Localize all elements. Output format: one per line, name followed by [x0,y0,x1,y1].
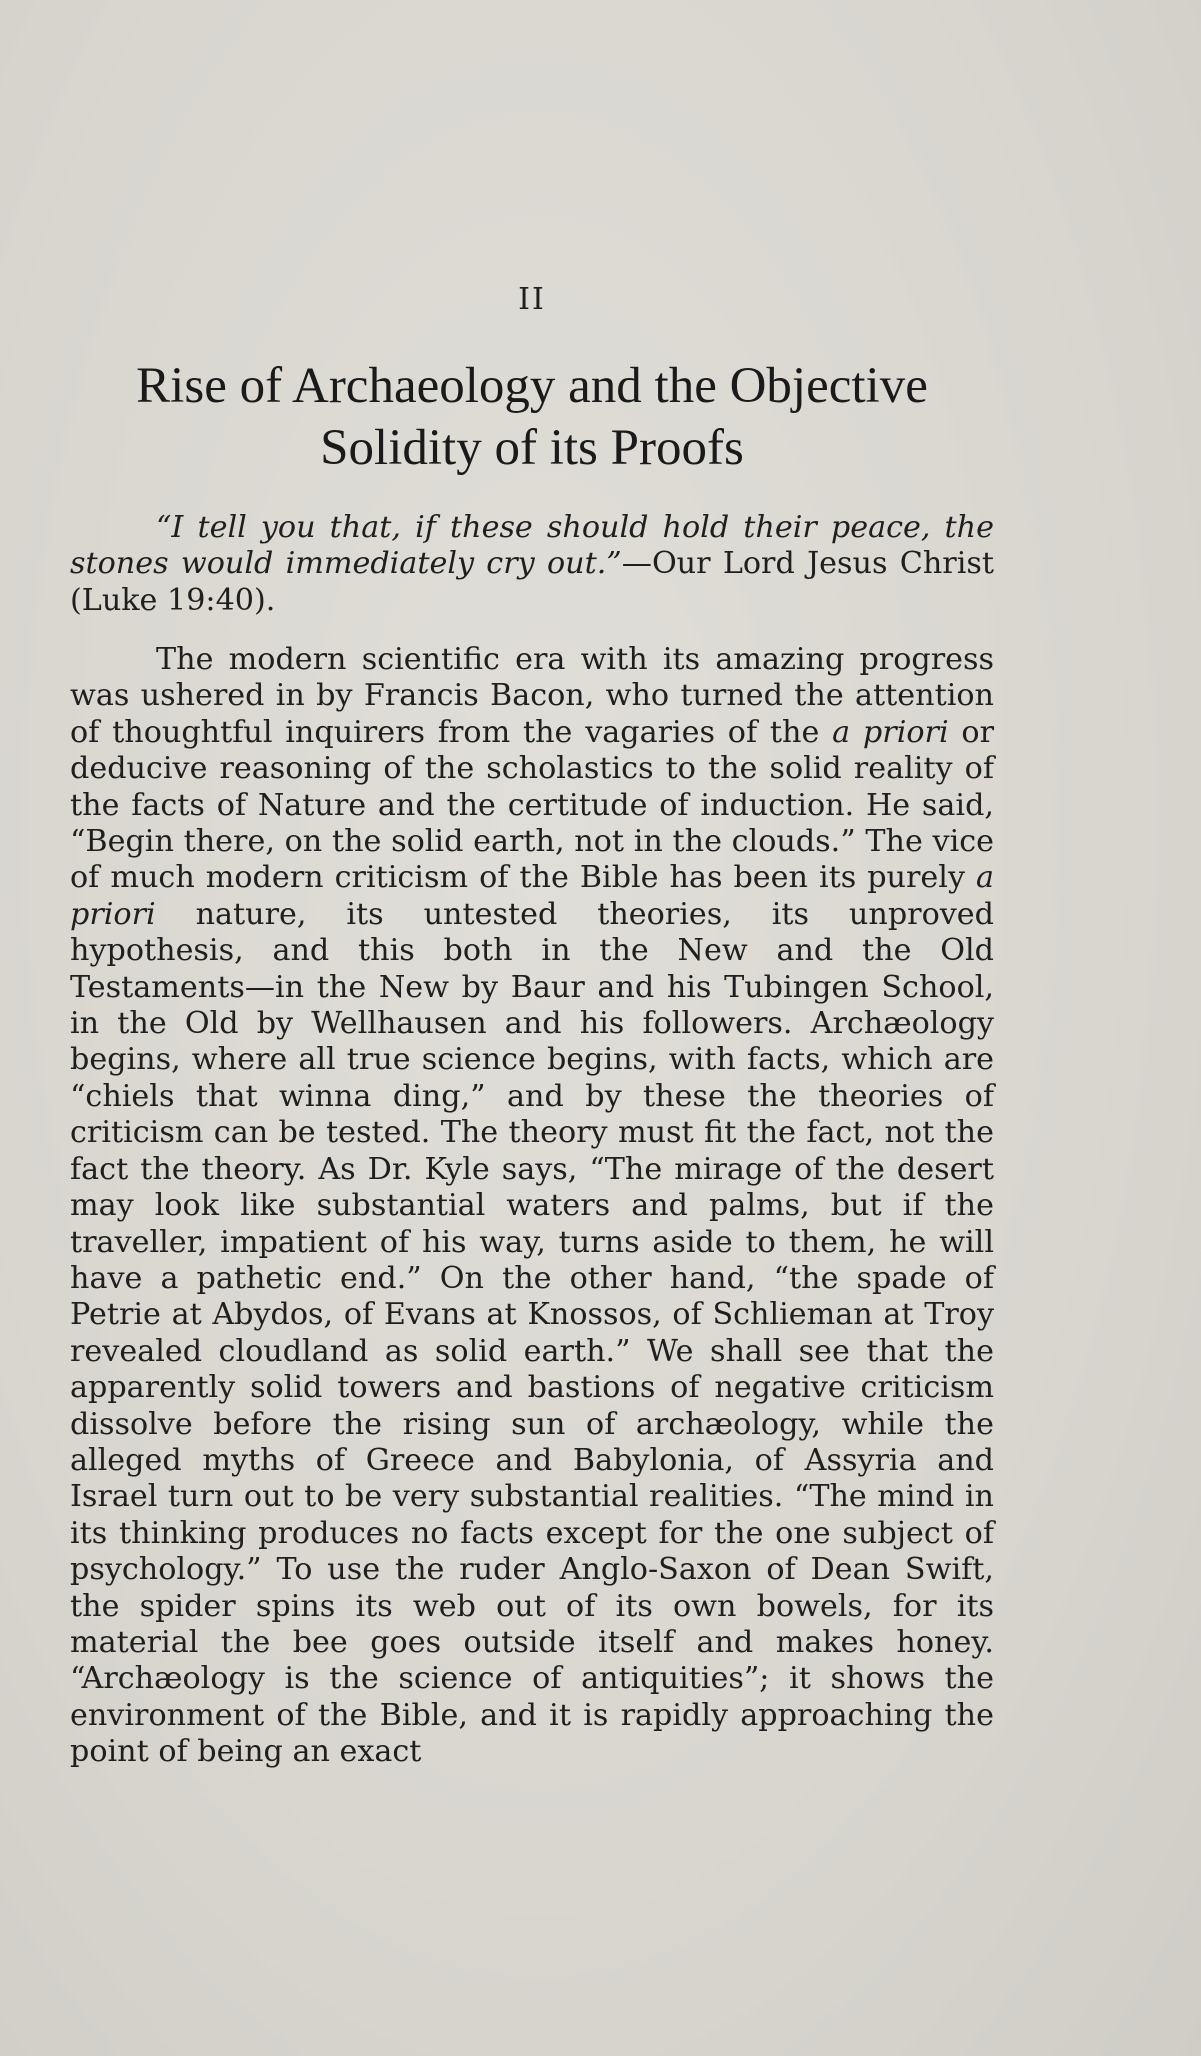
body-paragraph [70,642,994,1771]
epigraph [70,510,994,619]
body-text-segment-2: or deducive reasoning of the scholastics to the solid reality of the facts of Nature and the certitude of induction. He said, “Begin there, on the solid earth, not in the clouds.” The vice of much modern criticism of the Bible has been its purely [70,714,994,896]
chapter-number: II [518,282,546,317]
epigraph-attribution: —Our Lord Jesus Christ (Luke 19:40). [70,546,994,618]
epigraph-quote: “I tell you that, if these should hold their peace, the stones would immediately cry out.” [70,510,994,582]
body-text-italic-1: a priori [832,714,949,750]
body-text-italic-2: a priori [70,860,994,932]
chapter-title-line-2: Solidity of its Proofs [320,420,744,476]
book-page [70,0,994,2056]
body-text-segment-3: nature, its untested theories, its unproved hypothesis, and this both in the New and the Old Testaments—in the New by Baur and his Tubingen School, in the Old by Wellhausen and his followers. Archæology begins, where all true science begins, with facts, which are “chiels that winna ding,” and by these the theories of criticism can be tested. The theory must fit the fact, not the fact the theory. As Dr. Kyle says, “The mirage of the desert may look like substantial waters and palms, but if the traveller, impatient of his way, turns aside to them, he will have a pathetic end.” On the other hand, “the spade of Petrie at Abydos, of Evans at Knossos, of Schlieman at Troy revealed cloudland as solid earth.” We shall see that the apparently solid towers and bastions of negative criticism dissolve before the rising sun of archæology, while the alleged myths of Greece and Babylonia, of Assyria and Israel turn out to be very substantial realities. “The mind in its thinking produces no facts except for the one subject of psychology.” To use the ruder Anglo-Saxon of Dean Swift, the spider spins its web out of its own bowels, for its material the bee goes outside itself and makes honey. “Archæology is the science of antiquities”; it shows the environment of the Bible, and it is rapidly approaching the point of being an exact [70,896,994,1770]
body-text-segment-1: The modern scientific era with its amazing progress was ushered in by Francis Bacon, who turned the attention of thoughtful inquirers from the vagaries of the [70,642,994,750]
chapter-title [70,355,994,479]
chapter-title-line-1: Rise of Archaeology and the Objective [136,358,928,414]
